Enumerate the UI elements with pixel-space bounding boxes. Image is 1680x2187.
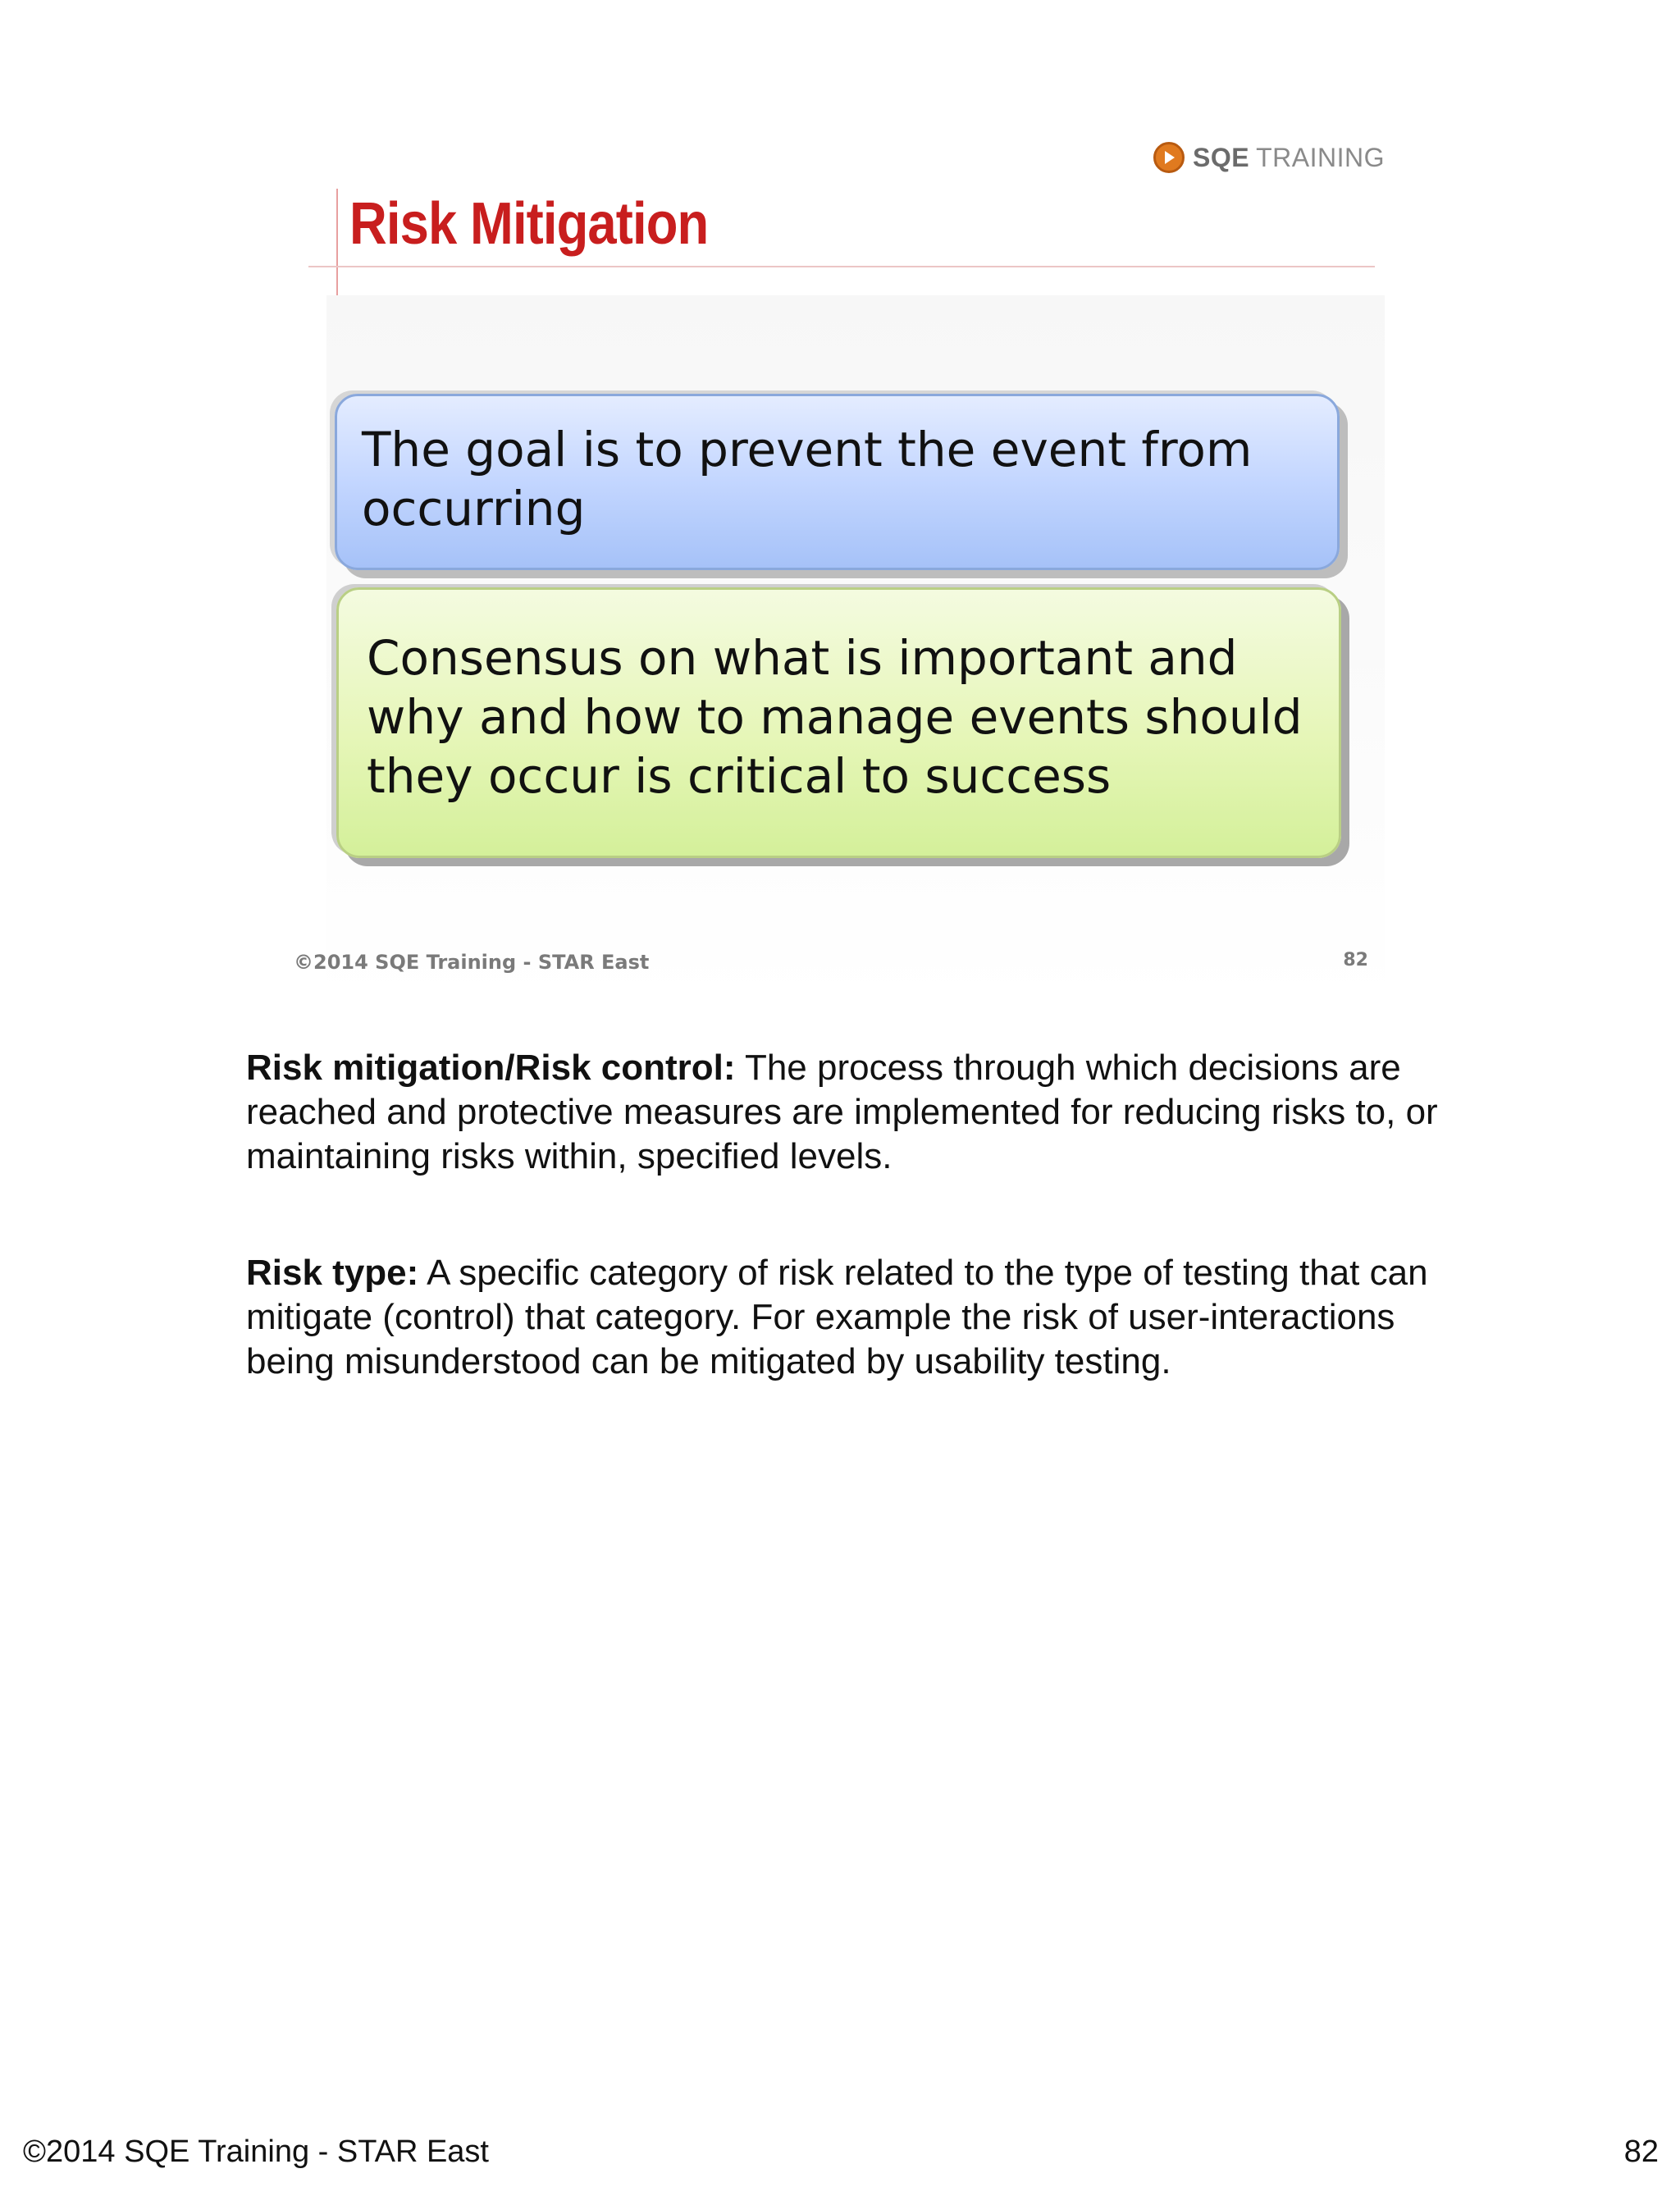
- slide-image: [294, 131, 1385, 993]
- note-term: Risk type:: [246, 1253, 419, 1293]
- consensus-callout: Consensus on what is important and why and how to manage events should they occur is critical to success: [336, 587, 1341, 858]
- play-circle-icon: [1153, 142, 1185, 173]
- logo-brand-light: TRAINING: [1256, 142, 1385, 172]
- page-footer-copyright: ©2014 SQE Training - STAR East: [23, 2134, 489, 2169]
- note-risk-mitigation: [246, 1046, 1444, 1179]
- sqe-training-logo: [1153, 131, 1385, 184]
- goal-callout: The goal is to prevent the event from occurring: [335, 394, 1340, 570]
- slide-title: Risk Mitigation: [349, 191, 709, 257]
- note-risk-type: [246, 1251, 1444, 1384]
- slide-footer-copyright: ©2014 SQE Training - STAR East: [294, 951, 650, 974]
- page-number: 82: [1623, 2134, 1659, 2169]
- note-definition: The process through which decisions are reached and protective measures are implemented for reducing risks to, or maintaining risks within, specified levels.: [246, 1048, 1438, 1176]
- title-divider-vertical: [336, 189, 338, 295]
- note-term: Risk mitigation/Risk control:: [246, 1048, 736, 1088]
- speaker-notes: [246, 1046, 1444, 1456]
- title-divider-horizontal: [308, 266, 1375, 267]
- logo-brand-strong: SQE: [1193, 142, 1250, 172]
- slide-page-number: 82: [1343, 950, 1368, 970]
- note-definition: A specific category of risk related to the type of testing that can mitigate (control) that category. For example the risk of user-interactions being misunderstood can be mitigated by usability testing.: [246, 1253, 1428, 1381]
